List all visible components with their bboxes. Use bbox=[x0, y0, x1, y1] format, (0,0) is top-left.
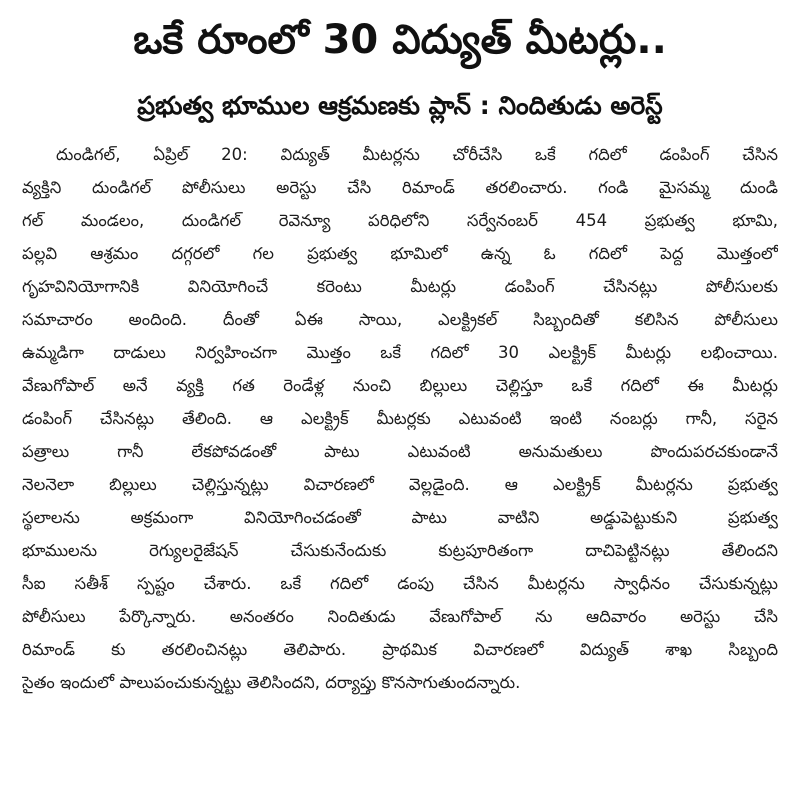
body-line: వ్యక్తిని దుండిగల్ పోలీసులు అరెస్టు చేసి రిమాండ్ తరలించారు. గండి మైసమ్మ దుండి bbox=[22, 178, 778, 197]
article-body bbox=[22, 138, 778, 699]
body-line: గల్ మండలం, దుండిగల్ రెవెన్యూ పరిధిలోని సర్వేనంబర్ 454 ప్రభుత్వ భూమి, bbox=[22, 211, 778, 230]
body-line: సమాచారం అందింది. దీంతో ఏఈ సాయి, ఎలక్ట్రికల్ సిబ్బందితో కలిసిన పోలీసులు bbox=[22, 310, 778, 329]
body-line: నెలనెలా బిల్లులు చెల్లిస్తున్నట్లు విచారణలో వెల్లడైంది. ఆ ఎలక్ట్రిక్ మీటర్లను ప్రభుత్వ bbox=[22, 475, 778, 494]
body-line: రిమాండ్ కు తరలించినట్లు తెలిపారు. ప్రాథమిక విచారణలో విద్యుత్ శాఖ సిబ్బంది bbox=[22, 640, 778, 659]
body-line: డంపింగ్ చేసినట్లు తేలింది. ఆ ఎలక్ట్రిక్ మీటర్లకు ఎటువంటి ఇంటి నంబర్లు గానీ, సరైన bbox=[22, 409, 778, 428]
body-line: భూములను రెగ్యులరైజేషన్ చేసుకునేందుకు కుట్రపూరితంగా దాచిపెట్టినట్లు తేలిందని bbox=[22, 541, 778, 560]
body-line: దుండిగల్, ఏప్రిల్ 20: విద్యుత్ మీటర్లను చోరీచేసి ఒకే గదిలో డంపింగ్ చేసిన bbox=[56, 145, 778, 164]
body-line: గృహవినియోగానికి వినియోగించే కరెంటు మీటర్లు డంపింగ్ చేసినట్లు పోలీసులకు bbox=[22, 277, 778, 296]
body-line: సైతం ఇందులో పాలుపంచుకున్నట్టు తెలిసిందని, దర్యాప్తు కొనసాగుతుందన్నారు. bbox=[22, 673, 521, 692]
body-line: ఉమ్మడిగా దాడులు నిర్వహించగా మొత్తం ఒకే గదిలో 30 ఎలక్ట్రిక్ మీటర్లు లభించాయి. bbox=[22, 343, 778, 362]
body-line: పత్రాలు గానీ లేకపోవడంతో పాటు ఎటువంటి అనుమతులు పొందుపరచకుండానే bbox=[22, 442, 778, 461]
subheadline: ప్రభుత్వ భూముల ఆక్రమణకు ప్లాన్ : నిందితుడు అరెస్ట్ bbox=[137, 91, 663, 120]
body-line: పోలీసులు పేర్కొన్నారు. అనంతరం నిందితుడు వేణుగోపాల్ ను ఆదివారం అరెస్టు చేసి bbox=[22, 607, 778, 626]
body-line: పల్లవి ఆశ్రమం దగ్గరలో గల ప్రభుత్వ భూమిలో ఉన్న ఓ గదిలో పెద్ద మొత్తంలో bbox=[22, 244, 778, 263]
body-line: వేణుగోపాల్ అనే వ్యక్తి గత రెండేళ్ల నుంచి బిల్లులు చెల్లిస్తూ ఒకే గదిలో ఈ మీటర్లు bbox=[22, 376, 778, 395]
body-line: స్థలాలను అక్రమంగా వినియోగించడంతో పాటు వాటిని అడ్డుపెట్టుకుని ప్రభుత్వ bbox=[22, 508, 778, 527]
body-line: సీఐ సతీశ్ స్పష్టం చేశారు. ఒకే గదిలో డంపు చేసిన మీటర్లను స్వాధీనం చేసుకున్నట్లు bbox=[22, 574, 778, 593]
headline: ఒకే రూంలో 30 విద్యుత్ మీటర్లు.. bbox=[133, 17, 667, 63]
